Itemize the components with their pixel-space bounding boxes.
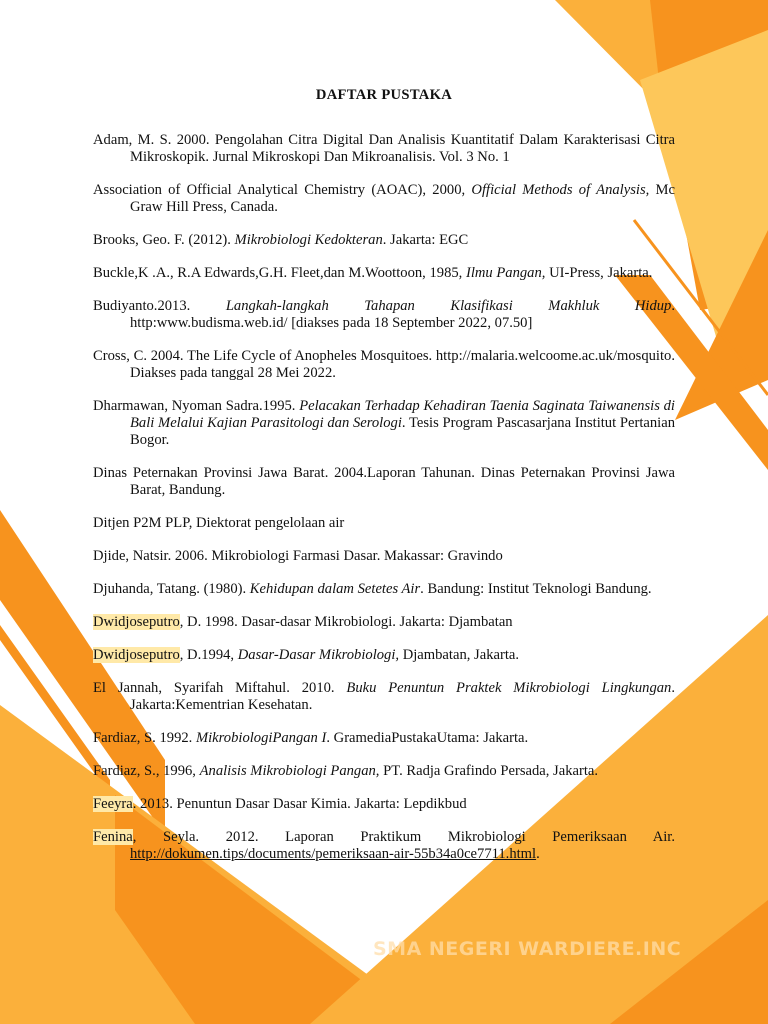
reference-entry (93, 730, 675, 747)
reference-entry (93, 647, 675, 664)
reference-entry (93, 132, 675, 166)
watermark-text: SMA NEGERI WARDIERE.INC (373, 938, 682, 960)
reference-entry (93, 398, 675, 449)
reference-text: Djuhanda, Tatang. (1980). (93, 581, 250, 597)
document-page (93, 87, 675, 879)
reference-text: , D.1994, (179, 647, 238, 663)
page-title: DAFTAR PUSTAKA (315, 87, 453, 103)
reference-entry (93, 548, 675, 565)
reference-title-italic: Mikrobiologi Kedokteran (234, 232, 383, 248)
reference-list (93, 132, 675, 863)
reference-text: Cross, C. 2004. The Life Cycle of Anopheles Mosquitoes. http://malaria.welcoome.ac.uk/mosquito. Diakses pada tanggal 28 Mei 2022. (93, 348, 675, 381)
reference-text: Adam, M. S. 2000. Pengolahan Citra Digital Dan Analisis Kuantitatif Dalam Karakterisasi Citra Mikroskopik. Jurnal Mikroskopi Dan Mikroanalisis. Vol. 3 No. 1 (93, 132, 675, 165)
reference-text: Budiyanto.2013. (93, 298, 226, 314)
reference-entry (93, 465, 675, 499)
reference-text-tail: Mc Graw Hill Press, Canada. (130, 182, 676, 215)
reference-entry (93, 763, 675, 780)
reference-text: Dinas Peternakan Provinsi Jawa Barat. 2004.Laporan Tahunan. Dinas Peternakan Provinsi Jawa Barat, Bandung. (93, 465, 675, 498)
reference-text-tail: . Jakarta: EGC (382, 232, 469, 248)
reference-entry (93, 348, 675, 382)
reference-title-italic: Pelacakan Terhadap Kehadiran Taenia Saginata Taiwanensis di Bali Melalui Kajian Parasitologi dan Serologi (130, 398, 675, 431)
reference-text-tail: PT. Radja Grafindo Persada, Jakarta. (379, 763, 599, 779)
reference-entry (93, 182, 675, 216)
reference-text-tail: Djambatan, Jakarta. (399, 647, 520, 663)
reference-text: El Jannah, Syarifah Miftahul. 2010. (93, 680, 347, 696)
reference-title-italic: MikrobiologiPangan I (195, 730, 327, 746)
reference-title-italic: Dasar-Dasar Mikrobiologi, (237, 647, 400, 663)
reference-text: Fardiaz, S., 1996, (93, 763, 200, 779)
reference-text: Association of Official Analytical Chemistry (AOAC), 2000, (93, 182, 472, 198)
reference-entry (93, 680, 675, 714)
reference-entry (93, 232, 675, 249)
reference-text-tail: . Bandung: Institut Teknologi Bandung. (420, 581, 652, 597)
reference-text-tail: . Tesis Program Pascasarjana Institut Pertanian Bogor. (130, 415, 675, 448)
reference-text-tail: UI-Press, Jakarta. (545, 265, 653, 281)
reference-entry (93, 581, 675, 598)
reference-text: Dharmawan, Nyoman Sadra.1995. (93, 398, 300, 414)
highlighted-author: Dwidjoseputro (93, 647, 180, 663)
reference-text: Fardiaz, S. 1992. (93, 730, 196, 746)
reference-text-tail: . http:www.budisma.web.id/ [diakses pada 18 September 2022, 07.50] (130, 298, 675, 331)
reference-text: , Seyla. 2012. Laporan Praktikum Mikrobiologi Pemeriksaan Air. (132, 829, 675, 845)
reference-text: Buckle,K .A., R.A Edwards,G.H. Fleet,dan M.Woottoon, 1985, (93, 265, 466, 281)
reference-end: . (536, 846, 540, 862)
highlighted-author: Fenina (93, 829, 133, 845)
reference-title-italic: Official Methods of Analysis, (471, 182, 650, 198)
reference-title-italic: Langkah-langkah Tahapan Klasifikasi Makhluk Hidup (225, 298, 672, 314)
reference-text: . 2013. Penuntun Dasar Dasar Kimia. Jakarta: Lepdikbud (132, 796, 467, 812)
highlighted-author: Feeyra (93, 796, 133, 812)
reference-entry (93, 298, 675, 332)
reference-entry (93, 829, 675, 863)
reference-title-italic: Ilmu Pangan, (465, 265, 546, 281)
reference-text: Ditjen P2M PLP, Diektorat pengelolaan air (93, 515, 345, 531)
reference-text: Djide, Natsir. 2006. Mikrobiologi Farmasi Dasar. Makassar: Gravindo (93, 548, 503, 564)
reference-text: Brooks, Geo. F. (2012). (93, 232, 235, 248)
reference-title-italic: Analisis Mikrobiologi Pangan, (199, 763, 380, 779)
highlighted-author: Dwidjoseputro (93, 614, 180, 630)
reference-link[interactable]: http://dokumen.tips/documents/pemeriksaan-air-55b34a0ce7711.html (130, 846, 537, 862)
reference-entry (93, 796, 675, 813)
reference-title-italic: Buku Penuntun Praktek Mikrobiologi Lingkungan (346, 680, 672, 696)
reference-text-tail: . Jakarta:Kementrian Kesehatan. (130, 680, 675, 713)
reference-entry (93, 265, 675, 282)
reference-entry (93, 515, 675, 532)
reference-text: , D. 1998. Dasar-dasar Mikrobiologi. Jakarta: Djambatan (179, 614, 513, 630)
reference-text-tail: . GramediaPustakaUtama: Jakarta. (326, 730, 529, 746)
reference-entry (93, 614, 675, 631)
reference-title-italic: Kehidupan dalam Setetes Air (249, 581, 421, 597)
